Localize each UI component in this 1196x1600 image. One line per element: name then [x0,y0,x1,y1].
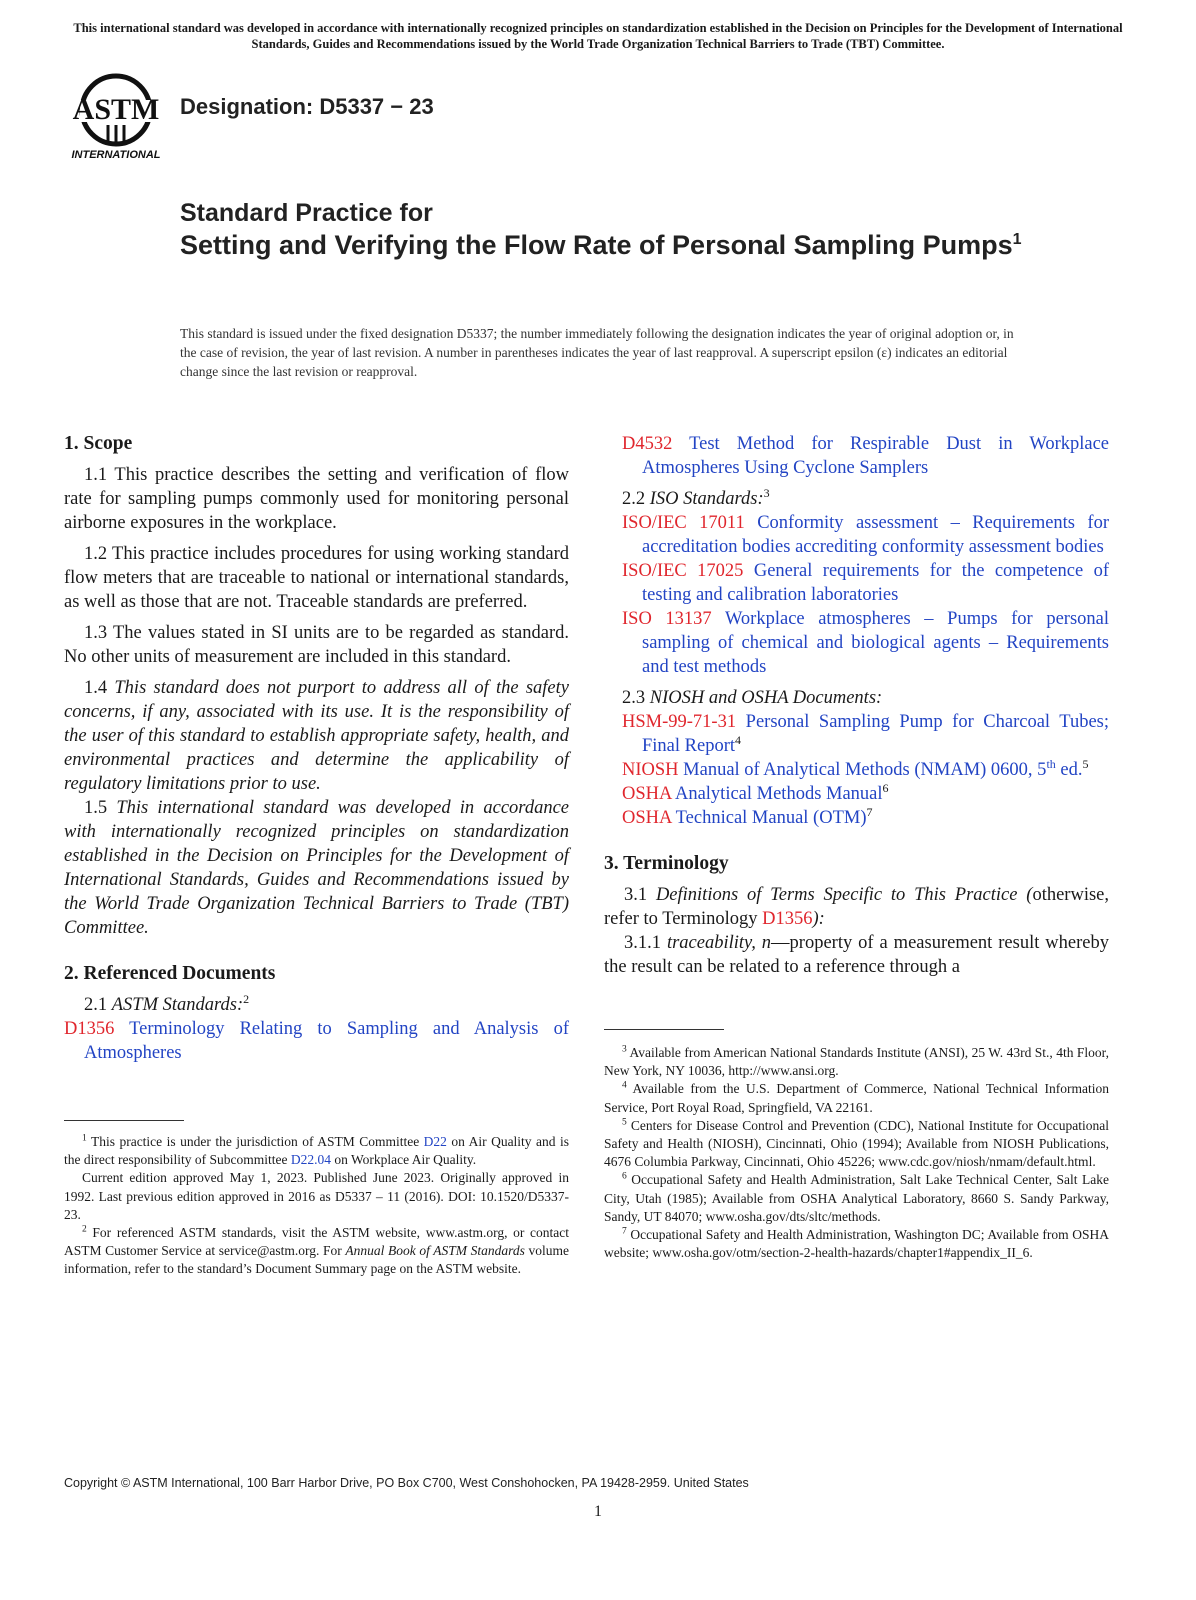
svg-text:INTERNATIONAL: INTERNATIONAL [71,149,161,161]
designation: Designation: D5337 − 23 [180,94,434,119]
subsection-iso-standards: 2.2 ISO Standards:$^3$ [622,485,770,509]
footnote-3: $^3$ Available from American National Standards Institute (ANSI), 25 W. 43rd St., 4th Floor, New York, NY 10036, http://www.ansi.org. [604,1044,1109,1079]
ref-d4532[interactable]: D4532 Test Method for Respirable Dust in Workplace Atmospheres Using Cyclone Samplers [622,434,1110,478]
footnote-6: $^6$ Occupational Safety and Health Administration, Salt Lake Technical Center, Salt Lake City, Utah (1985); Available from OSHA Analytical Laboratory, 8660 S. Sandy Parkway, Sandy, UT 84070; www.osha.gov/dts/sltc/methods. [604,1171,1109,1224]
ref-iso-13137[interactable]: ISO 13137 Workplace atmospheres – Pumps for personal sampling of chemical and biological agents – Requirements and test methods [622,609,1109,677]
footnote-4: $^4$ Available from the U.S. Department of Commerce, National Technical Information Service, Port Royal Road, Springfield, VA 22161. [604,1080,1109,1115]
title-main: Setting and Verifying the Flow Rate of Personal Sampling Pumps [180,230,1013,260]
section-heading-terminology: 3. Terminology [604,853,729,874]
footnote-1-edition: Current edition approved May 1, 2023. Published June 2023. Originally approved in 1992. Last previous edition approved in 2016 as D5337 – 11 (2016). DOI: 10.1520/D5337-23. [64,1170,569,1222]
right-column [604,432,1109,979]
page-number: 1 [594,1503,602,1520]
ref-iso-17011[interactable]: ISO/IEC 17011 Conformity assessment – Requirements for accreditation bodies accrediting conformity assessment bodies [622,513,1110,557]
left-footnotes [64,1120,569,1279]
paragraph-1-5: 1.5 This international standard was developed in accordance with internationally recognized principles on standardization established in the Decision on Principles for the Development of International Standards, Guides and Recommendations issued by the World Trade Organization Technical Barriers to Trade (TBT) Committee. [64,798,569,938]
paragraph-1-2: 1.2 This practice includes procedures for using working standard flow meters that are traceable to national or international standards, as well as those that are not. Traceable standards are preferred. [64,544,569,612]
paragraph-1-3: 1.3 The values stated in SI units are to be regarded as standard. No other units of measurement are included in this standard. [64,623,569,667]
paragraph-1-1: 1.1 This practice describes the setting and verification of flow rate for sampling pumps commonly used for monitoring personal airborne exposures in the workplace. [64,465,569,533]
ref-osha-technical[interactable]: OSHA Technical Manual (OTM)$^7$ [622,804,873,828]
copyright-notice: Copyright © ASTM International, 100 Barr Harbor Drive, PO Box C700, West Conshohocken, PA 19428-2959. United States [64,1476,749,1490]
footnote-2: $^2$ For referenced ASTM standards, visit the ASTM website, www.astm.org, or contact ASTM Customer Service at service@astm.org. For Annual Book of ASTM Standards volume information, refer to the standard’s Document Summary page on the ASTM website. [64,1224,570,1277]
title-footnote-mark: 1 [1012,231,1022,248]
issued-note: This standard is issued under the fixed designation D5337; the number immediately following the designation indicates the year of original adoption or, in the case of revision, the year of last revision. A number in parentheses indicates the year of last reapproval. A superscript epsilon (ε) indicates an editorial change since the last revision or reapproval. [180,326,1014,379]
ref-osha-analytical[interactable]: OSHA Analytical Methods Manual$^6$ [622,780,889,804]
right-footnotes [604,1029,1109,1262]
document-title [180,197,1040,261]
link-d1356[interactable]: D1356 [762,909,813,929]
paragraph-1-4: 1.4 This standard does not purport to address all of the safety concerns, if any, associated with its use. It is the responsibility of the user of this standard to establish appropriate safety, health, and environmental practices and determine the applicability of regulatory limitations prior to use. [64,678,569,794]
section-heading-scope: 1. Scope [64,433,133,454]
subsection-astm-standards: 2.1 ASTM Standards:$^2$ [84,991,250,1015]
footnote-1: $^1$ This practice is under the jurisdiction of ASTM Committee D22 on Air Quality and is the direct responsibility of Subcommittee D22.04 on Workplace Air Quality. [64,1133,569,1168]
title-line1: Standard Practice for [180,199,433,227]
link-d22-04[interactable]: D22.04 [290,1152,331,1168]
svg-text:ASTM: ASTM [72,93,160,126]
ref-d1356[interactable]: D1356 Terminology Relating to Sampling and Analysis of Atmospheres [64,1019,569,1063]
title-line2 [180,229,1040,261]
astm-logo [66,70,168,168]
ref-hsm-99-71-31[interactable]: HSM-99-71-31 Personal Sampling Pump for Charcoal Tubes; Final Report$^4$ [622,712,1109,756]
paragraph-3-1-1: 3.1.1 traceability, n—property of a measurement result whereby the result can be related to a reference through a [604,933,1110,977]
footnote-7: $^7$ Occupational Safety and Health Administration, Washington DC; Available from OSHA website; www.osha.gov/otm/section-2-health-hazards/chapter1#appendix_II_6. [604,1226,1109,1261]
section-heading-referenced: 2. Referenced Documents [64,963,276,984]
top-notice: This international standard was developed in accordance with internationally recognized principles on standardization established in the Decision on Principles for the Development of International Standards, Guides and Recommendations issued by the World Trade Organization Technical Barriers to Trade (TBT) Committee. [73,21,1123,51]
footnote-5: $^5$ Centers for Disease Control and Prevention (CDC), National Institute for Occupational Safety and Health (NIOSH), Cincinnati, Ohio (1994); Available from NIOSH Publications, 4676 Columbia Parkway, Cincinnati, Ohio 45226; www.cdc.gov/niosh/nmam/default.html. [604,1117,1109,1170]
left-column [64,432,569,1065]
ref-iso-17025[interactable]: ISO/IEC 17025 General requirements for the competence of testing and calibration laboratories [622,561,1109,605]
astm-logo-mark [66,70,168,168]
link-d22[interactable]: D22 [423,1134,447,1149]
paragraph-3-1: 3.1 Definitions of Terms Specific to This Practice (otherwise, refer to Terminology D1356): [604,885,1110,929]
subsection-niosh-osha: 2.3 NIOSH and OSHA Documents: [622,688,883,708]
ref-niosh-nmam[interactable]: NIOSH Manual of Analytical Methods (NMAM) 0600, 5th ed.$^5$ [622,756,1089,780]
